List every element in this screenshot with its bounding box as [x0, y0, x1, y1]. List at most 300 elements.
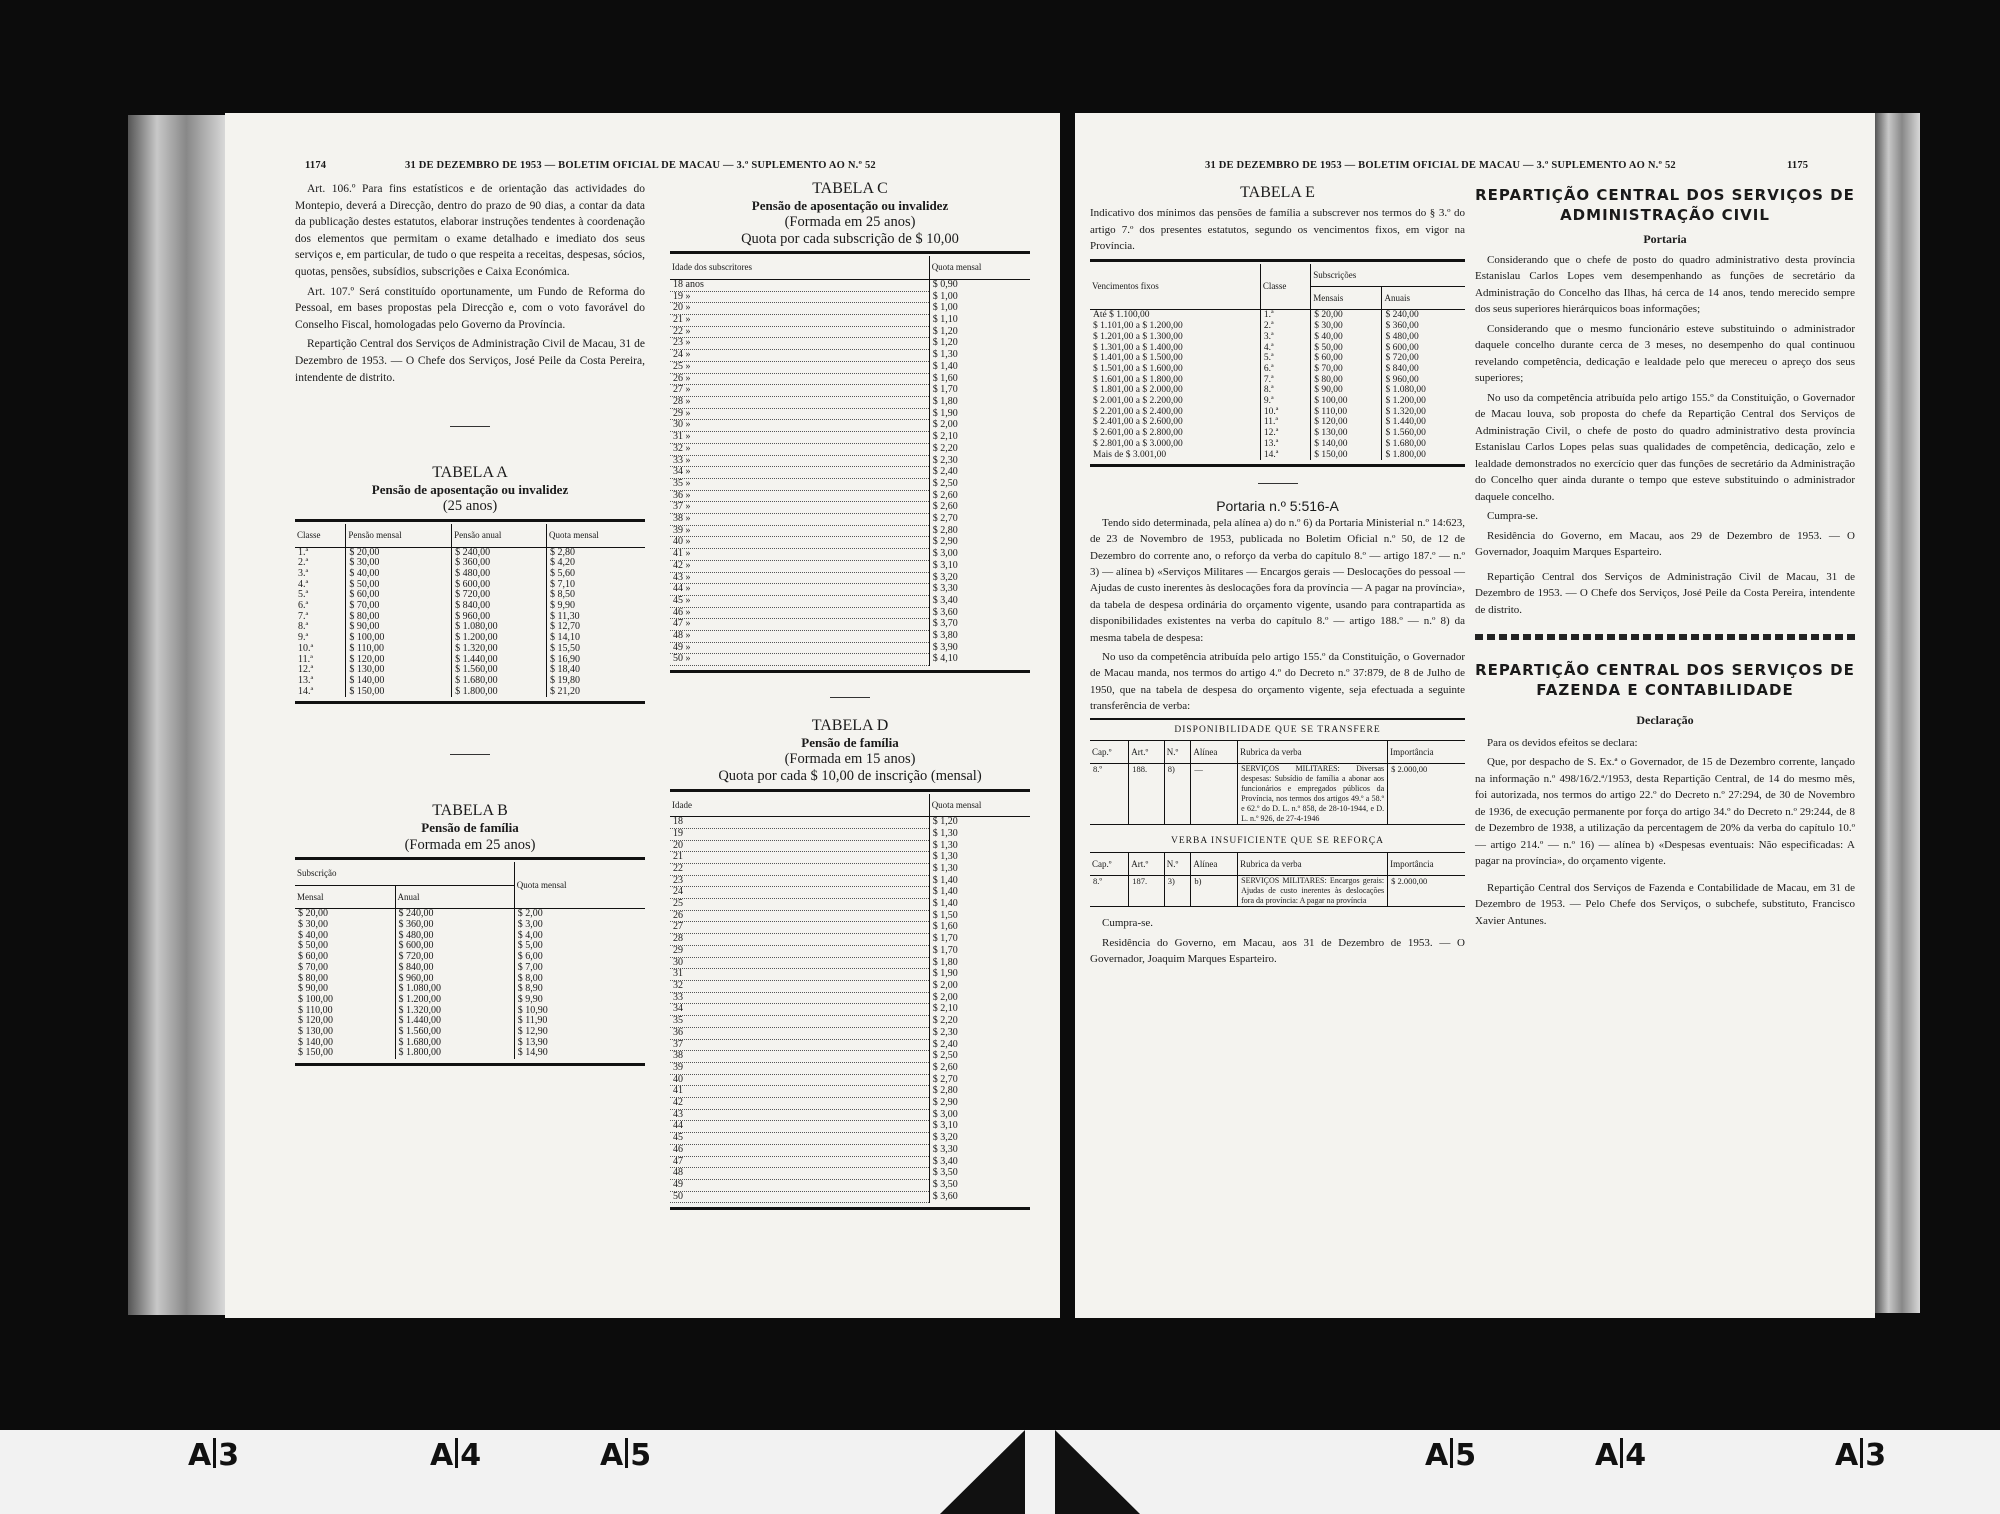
table-cell: 34 »: [670, 467, 929, 479]
table-cell: $ 840,00: [452, 601, 547, 612]
table-cell: $ 30,00: [346, 558, 452, 569]
table-cell: 38: [670, 1051, 929, 1063]
table-cell: 44: [670, 1121, 929, 1133]
table-header-cell: Rubrica da verba: [1238, 852, 1388, 875]
table-cell: $ 9,90: [546, 601, 645, 612]
table-cell: $ 1,80: [929, 397, 1030, 409]
table-header-cell: Alínea: [1191, 740, 1238, 763]
table-cell: $ 4,20: [546, 558, 645, 569]
table-cell: 9.ª: [298, 632, 309, 644]
table-cell: $ 2.601,00 a $ 2.800,00: [1093, 428, 1183, 439]
table-cell: 9.ª: [1260, 396, 1310, 407]
table-cell: $ 1,10: [929, 315, 1030, 327]
table-cell: $ 960,00: [1382, 375, 1465, 386]
table-header-cell: N.º: [1164, 852, 1191, 875]
table-row: [295, 952, 645, 963]
table-cell: $ 1.080,00: [452, 622, 547, 633]
table-row: [670, 1121, 1030, 1133]
table-cell: 50: [670, 1191, 929, 1203]
table-cell: 27: [670, 922, 929, 934]
tabela-e-header: Subscrições: [1311, 264, 1465, 287]
table-row: [295, 1027, 645, 1038]
table-cell: 45: [670, 1133, 929, 1145]
table-cell: $ 2,90: [929, 1098, 1030, 1110]
tabela-c-caption: Quota por cada subscrição de $ 10,00: [741, 230, 959, 247]
table-cell: $ 600,00: [395, 941, 514, 952]
table-cell: b): [1191, 876, 1238, 907]
tabela-e: [1090, 264, 1465, 461]
running-header: 31 DE DEZEMBRO DE 1953 — BOLETIM OFICIAL DE MACAU — 3.º SUPLEMENTO AO N.º 52: [1205, 160, 1676, 171]
table-cell: 20: [670, 840, 929, 852]
table-cell: $ 20,00: [1311, 310, 1382, 321]
table-row: [670, 1074, 1030, 1086]
article-107: Art. 107.º Será constituído oportunamente, um Fundo de Reforma do Pessoal, em bases propostas pela Direcção e, com o voto favorável do Conselho Fiscal, homologadas pelo Governo da Província.: [295, 285, 645, 331]
portaria-title: Portaria n.º 5:516-A: [1216, 498, 1339, 515]
table-header-cell: Alínea: [1191, 852, 1238, 875]
table-rule: [670, 251, 1030, 254]
table-cell: $ 2,60: [929, 1062, 1030, 1074]
table-cell: $ 240,00: [395, 909, 514, 920]
table-cell: $ 150,00: [1311, 450, 1382, 461]
frame-mark: A 4: [430, 1438, 482, 1473]
table-cell: $ 1.440,00: [1382, 417, 1465, 428]
table-cell: $ 3,30: [929, 1144, 1030, 1156]
tabela-d-caption: (Formada em 15 anos): [784, 751, 916, 768]
table-cell: 13.ª: [1260, 439, 1310, 450]
table-cell: $ 1,00: [929, 291, 1030, 303]
table-row: [1090, 385, 1465, 396]
table-cell: $ 3,40: [929, 595, 1030, 607]
table-row: [670, 631, 1030, 643]
table-cell: $ 1.200,00: [1382, 396, 1465, 407]
table-cell: SERVIÇOS MILITARES: Diversas despesas: Subsídio de família a abonar aos funcionários e empregados públicos da Província, nos termos dos artigos 49.º a 58.º e 62.º do D. L. n.º 858, de 28-10-1944, e D. L. n.º 926, de 27-4-1946: [1238, 764, 1388, 825]
table-cell: $ 1.560,00: [1382, 428, 1465, 439]
table-row: [1090, 428, 1465, 439]
table-cell: 24 »: [670, 350, 929, 362]
table-cell: $ 1.320,00: [395, 1006, 514, 1017]
table-cell: 21: [670, 852, 929, 864]
table-row: [670, 910, 1030, 922]
table-cell: 2.ª: [298, 557, 309, 569]
table-header-cell: Classe: [295, 524, 346, 547]
center-triangle-mark: [940, 1430, 1140, 1514]
table-cell: $ 2,60: [929, 502, 1030, 514]
tabela-d: [670, 794, 1030, 1204]
table-cell: 7.ª: [1260, 375, 1310, 386]
table-cell: 12.ª: [298, 664, 314, 676]
table-row: [670, 1027, 1030, 1039]
tabela-d-header: Quota mensal: [929, 794, 1030, 817]
table-row: [295, 931, 645, 942]
table-cell: $ 1,70: [929, 934, 1030, 946]
table-cell: $ 3,00: [929, 549, 1030, 561]
table-cell: $ 1,90: [929, 969, 1030, 981]
table-cell: 8.º: [1093, 876, 1103, 887]
table-row: [670, 619, 1030, 631]
table-row: [295, 995, 645, 1006]
table-cell: 5.ª: [1260, 353, 1310, 364]
table-cell: $ 14,10: [546, 633, 645, 644]
frame-mark: A 4: [1595, 1438, 1647, 1473]
table-cell: 31 »: [670, 432, 929, 444]
table-row: [670, 1039, 1030, 1051]
table-cell: $ 21,20: [546, 687, 645, 698]
table-row: [670, 549, 1030, 561]
page-number: 1175: [1787, 160, 1809, 171]
table-cell: $ 2.401,00 a $ 2.600,00: [1093, 417, 1183, 428]
tabela-d-title: TABELA D: [811, 717, 889, 735]
table-cell: $ 11,90: [514, 1016, 645, 1027]
table-cell: $ 90,00: [1311, 385, 1382, 396]
table-row: [670, 992, 1030, 1004]
table-cell: $ 110,00: [298, 1004, 333, 1016]
table-row: [1090, 396, 1465, 407]
table-header-cell: N.º: [1164, 740, 1191, 763]
table-cell: $ 40,00: [298, 929, 328, 941]
table-cell: $ 2.000,00: [1388, 876, 1465, 907]
table-cell: 48 »: [670, 631, 929, 643]
table-cell: $ 2,30: [929, 455, 1030, 467]
table-row: [1090, 439, 1465, 450]
tabela-a-caption: (25 anos): [442, 498, 498, 515]
table-cell: 43 »: [670, 572, 929, 584]
table-cell: 187.: [1129, 876, 1165, 907]
table-row: [295, 941, 645, 952]
table-cell: 46: [670, 1144, 929, 1156]
table-cell: $ 1.080,00: [395, 984, 514, 995]
table-cell: $ 2,20: [929, 1016, 1030, 1028]
table-row: [670, 980, 1030, 992]
table-cell: $ 1.401,00 a $ 1.500,00: [1093, 353, 1183, 364]
tabela-c-caption: (Formada em 25 anos): [784, 214, 916, 231]
table-header-cell: Importância: [1388, 740, 1465, 763]
table-rule: [295, 857, 645, 860]
table-cell: 37: [670, 1039, 929, 1051]
divider: [830, 697, 870, 698]
tabela-d-header: Idade: [670, 794, 929, 817]
table-cell: 13.ª: [298, 674, 314, 686]
right-page-edge: [1875, 113, 1920, 1313]
table-row: [670, 1062, 1030, 1074]
table-cell: $ 15,50: [546, 644, 645, 655]
table-cell: $ 2,70: [929, 514, 1030, 526]
table-cell: $ 1,20: [929, 326, 1030, 338]
table-cell: $ 2,40: [929, 467, 1030, 479]
right-page: [1075, 113, 1875, 1318]
table-cell: $ 60,00: [1311, 353, 1382, 364]
table-cell: $ 2,40: [929, 1039, 1030, 1051]
table-cell: 32: [670, 980, 929, 992]
divider: [450, 426, 490, 427]
table-row: [670, 420, 1030, 432]
table-header-cell: Pensão mensal: [346, 524, 452, 547]
table-cell: $ 240,00: [1382, 310, 1465, 321]
divider: [1258, 483, 1298, 484]
table-cell: $ 1.560,00: [395, 1027, 514, 1038]
table-cell: 22 »: [670, 326, 929, 338]
tabela-e-header: Vencimentos fixos: [1090, 264, 1260, 310]
table-row: [670, 455, 1030, 467]
table-cell: 4.ª: [298, 578, 309, 590]
table-cell: $ 150,00: [298, 1047, 333, 1059]
table-cell: $ 3,30: [929, 584, 1030, 596]
table-cell: $ 360,00: [452, 558, 547, 569]
table-row: [670, 957, 1030, 969]
tabela-a: [295, 524, 645, 697]
table-cell: $ 2.201,00 a $ 2.400,00: [1093, 406, 1183, 417]
table-cell: 14.ª: [1260, 450, 1310, 461]
table-cell: $ 120,00: [1311, 417, 1382, 428]
table-row: [670, 875, 1030, 887]
table-cell: $ 600,00: [452, 580, 547, 591]
table-row: [670, 350, 1030, 362]
table-cell: $ 240,00: [452, 547, 547, 558]
table-cell: $ 1,50: [929, 910, 1030, 922]
table-cell: 35: [670, 1016, 929, 1028]
table-cell: $ 9,90: [514, 995, 645, 1006]
table-cell: 2.ª: [1260, 321, 1310, 332]
tabela-b-header: Quota mensal: [514, 862, 645, 909]
table-cell: $ 1.320,00: [452, 644, 547, 655]
table-cell: $ 100,00: [1311, 396, 1382, 407]
table-cell: $ 19,80: [546, 676, 645, 687]
table-cell: $ 40,00: [1311, 332, 1382, 343]
table-cell: $ 1,40: [929, 899, 1030, 911]
table-cell: $ 1.501,00 a $ 1.600,00: [1093, 363, 1183, 374]
table-cell: $ 840,00: [395, 963, 514, 974]
table-cell: 48: [670, 1168, 929, 1180]
table-cell: 47 »: [670, 619, 929, 631]
table-cell: Mais de $ 3.001,00: [1093, 449, 1167, 460]
table-cell: 188.: [1129, 764, 1165, 825]
table-row: [670, 642, 1030, 654]
table-cell: 8.ª: [1260, 385, 1310, 396]
table-cell: 49: [670, 1179, 929, 1191]
table-cell: $ 2,50: [929, 478, 1030, 490]
table-cell: $ 1.601,00 a $ 1.800,00: [1093, 374, 1183, 385]
tabela-b-caption: (Formada em 25 anos): [404, 836, 536, 853]
table-cell: $ 2.801,00 a $ 3.000,00: [1093, 438, 1183, 449]
table-cell: $ 1.680,00: [452, 676, 547, 687]
table-row: [670, 1016, 1030, 1028]
frame-mark: A 5: [1425, 1438, 1477, 1473]
tabela-b-header: Mensal: [295, 885, 395, 909]
article-106: Art. 106.º Para fins estatísticos e de orientação das actividades do Montepio, deverá a Direcção, dentro do prazo de 90 dias, a contar da data da publicação destes estatutos, elaborar instruções tendentes à coordenação dos elementos que permitam o exame detalhado e imediato dos seus serviços e, em particular, de tudo o que respeita a receitas, despesas, sócios, quotas, pensões, subsídios, subscrições e Caixa Económica.: [295, 183, 645, 278]
table-row: [670, 408, 1030, 420]
cumpra-se: Cumpra-se.: [1102, 917, 1154, 930]
closing: Residência do Governo, em Macau, aos 31 de Dezembro de 1953. — O Governador, Joaquim Marques Esparteiro.: [1090, 936, 1465, 965]
left-column: [295, 181, 645, 1068]
section-subheading: Portaria: [1643, 232, 1687, 246]
table-cell: $ 80,00: [298, 972, 328, 984]
table-row: [295, 1016, 645, 1027]
table-cell: $ 3,70: [929, 619, 1030, 631]
table-row: [670, 945, 1030, 957]
table-cell: $ 140,00: [1311, 439, 1382, 450]
tabela-e-title: TABELA E: [1240, 184, 1315, 201]
table-row: [295, 1038, 645, 1049]
table-cell: $ 5,00: [514, 941, 645, 952]
left-page-right-column: [670, 181, 1030, 1212]
table-cell: 26 »: [670, 373, 929, 385]
table-cell: $ 720,00: [452, 590, 547, 601]
table-row: [670, 922, 1030, 934]
table-cell: $ 8,90: [514, 984, 645, 995]
table-cell: 5.ª: [298, 589, 309, 601]
table-cell: $ 90,00: [346, 622, 452, 633]
table-cell: $ 10,90: [514, 1006, 645, 1017]
table-cell: $ 2,00: [929, 980, 1030, 992]
table-row: [295, 644, 645, 655]
table-row: [670, 373, 1030, 385]
table-cell: $ 40,00: [346, 569, 452, 580]
table-header-cell: Cap.º: [1090, 740, 1129, 763]
table-rule: [295, 519, 645, 522]
table-cell: $ 4,10: [929, 654, 1030, 666]
table-cell: $ 1.680,00: [1382, 439, 1465, 450]
table-row: [295, 569, 645, 580]
table-cell: $ 1.801,00 a $ 2.000,00: [1093, 385, 1183, 396]
table-cell: $ 480,00: [452, 569, 547, 580]
table-row: [1090, 407, 1465, 418]
table-cell: $ 1.440,00: [395, 1016, 514, 1027]
table-cell: $ 3,10: [929, 1121, 1030, 1133]
table-cell: $ 70,00: [298, 961, 328, 973]
table-row: [295, 920, 645, 931]
table-cell: Até $ 1.100,00: [1093, 310, 1150, 321]
table-cell: 11.ª: [1260, 417, 1310, 428]
left-page: [225, 113, 1060, 1318]
table-row: [670, 1156, 1030, 1168]
tabela-b-group-header: Subscrição: [295, 862, 514, 885]
ornamental-divider: [1475, 634, 1855, 640]
table-cell: $ 50,00: [346, 580, 452, 591]
tabela-c: [670, 256, 1030, 666]
table-rule: [670, 670, 1030, 673]
table-cell: $ 1.201,00 a $ 1.300,00: [1093, 331, 1183, 342]
reinforce-table-title: VERBA INSUFICIENTE QUE SE REFORÇA: [1171, 836, 1384, 847]
table-cell: 29: [670, 945, 929, 957]
table-cell: 23 »: [670, 338, 929, 350]
table-cell: $ 1.800,00: [452, 687, 547, 698]
table-cell: 29 »: [670, 408, 929, 420]
tabela-a-title: TABELA A: [432, 464, 508, 482]
table-cell: 7.ª: [298, 610, 309, 622]
table-cell: $ 3,60: [929, 1191, 1030, 1203]
table-cell: 30 »: [670, 420, 929, 432]
table-cell: 32 »: [670, 443, 929, 455]
table-cell: $ 16,90: [546, 655, 645, 666]
table-cell: $ 120,00: [346, 655, 452, 666]
table-cell: $ 3,60: [929, 607, 1030, 619]
closing: Residência do Governo, em Macau, aos 29 de Dezembro de 1953. — O Governador, Joaquim Marques Esparteiro.: [1475, 529, 1855, 558]
table-row: [1090, 764, 1465, 825]
table-cell: $ 130,00: [298, 1026, 333, 1038]
table-rule: [670, 789, 1030, 792]
section-subheading: Declaração: [1636, 713, 1694, 727]
table-cell: $ 6,00: [514, 952, 645, 963]
table-cell: $ 720,00: [1382, 353, 1465, 364]
table-row: [670, 1086, 1030, 1098]
table-cell: 8): [1164, 764, 1191, 825]
table-cell: $ 2,50: [929, 1051, 1030, 1063]
table-cell: $ 12,70: [546, 622, 645, 633]
table-cell: $ 70,00: [346, 601, 452, 612]
table-cell: 22: [670, 863, 929, 875]
table-row: [670, 315, 1030, 327]
table-cell: 25: [670, 899, 929, 911]
table-cell: 46 »: [670, 607, 929, 619]
table-cell: 10.ª: [1260, 407, 1310, 418]
tabela-b-header: Anual: [395, 885, 514, 909]
table-cell: $ 1.680,00: [395, 1038, 514, 1049]
paragraph: Para os devidos efeitos se declara:: [1487, 736, 1638, 749]
table-cell: $ 80,00: [346, 612, 452, 623]
table-cell: 26: [670, 910, 929, 922]
table-cell: $ 80,00: [1311, 375, 1382, 386]
table-header-cell: Quota mensal: [546, 524, 645, 547]
divider: [450, 754, 490, 755]
table-cell: 42 »: [670, 560, 929, 572]
table-cell: 24: [670, 887, 929, 899]
tabela-e-caption: Indicativo dos mínimos das pensões de família a subscrever nos termos do § 3.º do artigo 7.º dos presentes estatutos, segundo os vencimentos fixos, em vigor na Província.: [1090, 207, 1465, 253]
table-cell: 25 »: [670, 361, 929, 373]
table-row: [670, 572, 1030, 584]
table-cell: 10.ª: [298, 642, 314, 654]
table-row: [670, 1133, 1030, 1145]
table-cell: 11.ª: [298, 653, 313, 665]
table-cell: $ 3,40: [929, 1156, 1030, 1168]
table-cell: $ 150,00: [346, 687, 452, 698]
table-cell: 39 »: [670, 525, 929, 537]
table-row: [1090, 310, 1465, 321]
table-cell: $ 3,50: [929, 1179, 1030, 1191]
table-cell: $ 480,00: [395, 931, 514, 942]
table-row: [670, 1004, 1030, 1016]
table-cell: $ 720,00: [395, 952, 514, 963]
table-row: [295, 1048, 645, 1059]
table-row: [670, 490, 1030, 502]
table-cell: 19 »: [670, 291, 929, 303]
table-cell: SERVIÇOS MILITARES: Encargos gerais: Ajudas de custo inerentes às deslocações fora da província: A pagar na província: [1238, 876, 1388, 907]
table-rule: [1090, 464, 1465, 467]
table-cell: $ 3,50: [929, 1168, 1030, 1180]
table-cell: $ 2,00: [929, 992, 1030, 1004]
table-cell: $ 960,00: [452, 612, 547, 623]
table-cell: 38 »: [670, 514, 929, 526]
table-row: [670, 443, 1030, 455]
table-cell: 28 »: [670, 397, 929, 409]
table-cell: 20 »: [670, 303, 929, 315]
table-cell: $ 100,00: [298, 993, 333, 1005]
table-cell: $ 1.560,00: [452, 665, 547, 676]
table-row: [670, 361, 1030, 373]
table-cell: $ 2,70: [929, 1074, 1030, 1086]
table-row: [1090, 332, 1465, 343]
table-cell: $ 2,80: [929, 1086, 1030, 1098]
table-cell: 3): [1164, 876, 1191, 907]
table-cell: 6.ª: [298, 600, 309, 612]
table-row: [670, 654, 1030, 666]
table-row: [670, 560, 1030, 572]
table-header-cell: Pensão anual: [452, 524, 547, 547]
table-cell: $ 3,00: [514, 920, 645, 931]
table-row: [670, 338, 1030, 350]
table-cell: $ 7,10: [546, 580, 645, 591]
tabela-e-header: Mensais: [1311, 287, 1382, 310]
table-cell: $ 3,00: [929, 1109, 1030, 1121]
table-cell: $ 2,10: [929, 1004, 1030, 1016]
